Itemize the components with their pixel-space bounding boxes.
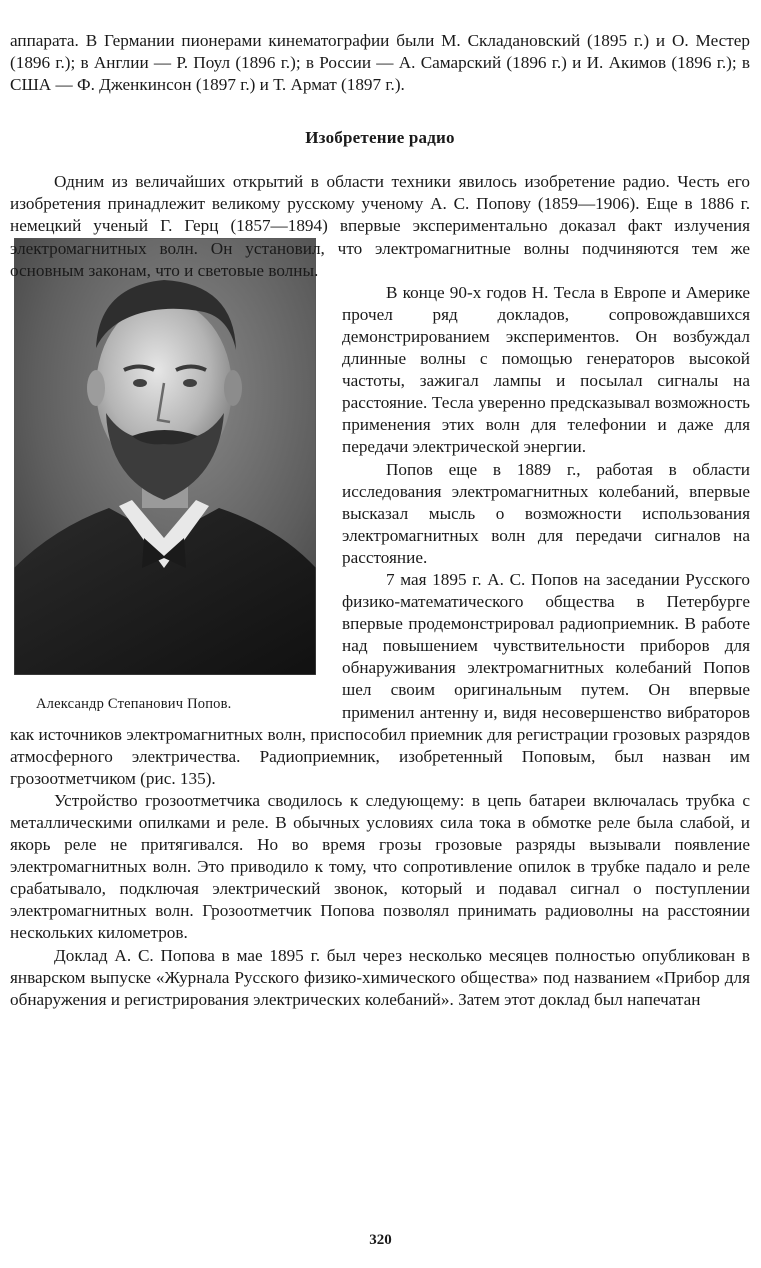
section-title: Изобретение радио xyxy=(305,128,455,148)
paragraph-4: 7 мая 1895 г. А. С. Попов на заседании Русского физико-математического общества в Петербурге впервые продемонстрировал радиоприемник. В работе над повышением чувствительности приборов для обнаруживания электромагнитных колебаний Попов шел своим оригинальным путем. Он впервые применил антенну и, видя несовершенство вибраторов как источников электромагнитных волн, приспособил приемник для регистрации грозовых разрядов атмосферного электричества. Радиоприемник, изобретенный Поповым, был назван им грозоотметчиком (рис. 135). xyxy=(10,569,750,788)
paragraph-1 xyxy=(10,171,750,281)
continuation-paragraph: аппарата. В Германии пионерами кинематографии были М. Складановский (1895 г.) и О. Местер (1896 г.); в Англии — Р. Поул (1896 г.); в России — А. Самарский (1896 г.) и И. Акимов (1896 г.); в США — Ф. Дженкинсон (1897 г.) и Т. Армат (1897 г.). xyxy=(10,31,750,95)
paragraph-3: Попов еще в 1889 г., работая в области исследования электромагнитных колебаний, впервые высказал мысль о возможности использования электромагнитных волн для передачи сигналов на расстояние. xyxy=(342,459,750,567)
paragraph-6: Доклад А. С. Попова в мае 1895 г. был через несколько месяцев полностью опубликован в январском выпуске «Журнала Русского физико-химического общества» под названием «Прибор для обнаружения и регистрирования электрических колебаний». Затем этот доклад был напечатан xyxy=(10,945,750,1009)
paragraph-5: Устройство грозоотметчика сводилось к следующему: в цепь батареи включалась трубка с металлическими опилками и реле. В обычных условиях сила тока в обмотке реле была слабой, и якорь реле не притягивался. Но во время грозы грозовые разряды вызывали появление электромагнитных волн. Это приводило к тому, что сопротивление опилок в трубке падало и реле срабатывало, подключая электрический звонок, который и подавал сигнал о поступлении электромагнитных волн. Грозоотметчик Попова позволял принимать радиоволны на расстоянии нескольких километров. xyxy=(10,790,750,943)
paragraph-1-text: Одним из величайших открытий в области техники явилось изобретение радио. Честь его изобретения принадлежит великому русскому ученому А. С. Попову (1859—1906). Еще в 1886 г. немецкий ученый Г. Герц (1857—1894) впервые экспериментально доказал факт излучения электромагнитных волн. Он установил, что электромагнитные волны подчиняются тем же основным законам, что и световые волны. xyxy=(10,172,750,280)
document-page xyxy=(10,30,750,1250)
paragraph-2: В конце 90-х годов Н. Тесла в Европе и Америке прочел ряд докладов, сопровождавшихся демонстрированием экспериментов. Он возбуждал длинные волны с помощью генераторов высокой частоты, зажигал лампы и посылал сигналы на расстояние. Тесла уверенно предсказывал возможность применения этих волн для телефонии и даже для передачи электрической энергии. xyxy=(342,282,750,457)
portrait-caption: Александр Степанович Попов. xyxy=(36,695,232,712)
portrait-figure xyxy=(14,238,320,713)
portrait-photo xyxy=(14,238,316,675)
page-number: 320 xyxy=(369,1232,392,1248)
